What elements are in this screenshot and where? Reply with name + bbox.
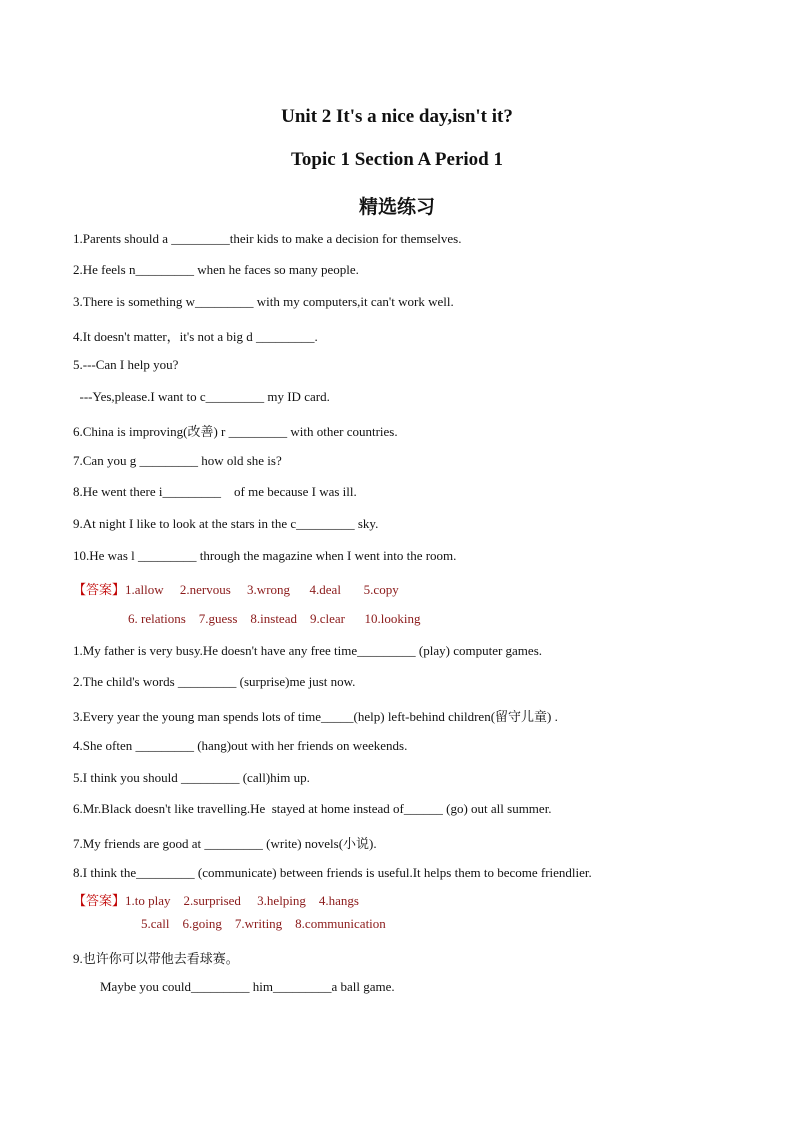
question-line: 6.China is improving(改善) r _________ with other countries.: [73, 424, 398, 439]
translation-prompt: 9.也许你可以带他去看球赛。: [73, 951, 239, 966]
answer-tag: 【答案】: [73, 893, 126, 908]
answer-key-1: [73, 579, 399, 598]
question-line: 1.Parents should a _________their kids to make a decision for themselves.: [73, 231, 462, 246]
answer-key-2: [73, 890, 359, 909]
answer-tag: 【答案】: [73, 582, 126, 597]
question-line: 4.It doesn't matter，it's not a big d _________.: [73, 329, 318, 344]
question-line: 1.My father is very busy.He doesn't have any free time_________ (play) computer games.: [73, 643, 543, 658]
topic-title: Topic 1 Section A Period 1: [290, 149, 503, 170]
question-line: 8.I think the_________ (communicate) between friends is useful.It helps them to become friendlier.: [73, 865, 592, 880]
question-line: 5.I think you should _________ (call)him up.: [73, 770, 310, 785]
question-line: 7.Can you g _________ how old she is?: [73, 453, 282, 468]
question-line: 2.He feels n_________ when he faces so many people.: [73, 262, 359, 277]
question-line: 2.The child's words _________ (surprise)me just now.: [73, 674, 356, 689]
answer-values: 1.to play 2.surprised 3.helping 4.hangs: [125, 893, 359, 908]
question-line: 9.At night I like to look at the stars in the c_________ sky.: [73, 516, 379, 531]
question-line: 8.He went there i_________ of me because I was ill.: [73, 484, 357, 499]
question-line: 5.---Can I help you?: [73, 357, 179, 372]
question-line: ---Yes,please.I want to c_________ my ID card.: [73, 389, 330, 404]
answer-values: 1.allow 2.nervous 3.wrong 4.deal 5.copy: [125, 582, 399, 597]
translation-sentence: Maybe you could_________ him_________a ball game.: [100, 979, 395, 994]
unit-title: Unit 2 It's a nice day,isn't it?: [281, 106, 513, 127]
question-line: 3.Every year the young man spends lots of time_____(help) left-behind children(留守儿童) .: [73, 709, 558, 724]
exercise-subtitle: 精选练习: [358, 197, 435, 218]
question-line: 10.He was l _________ through the magazine when I went into the room.: [73, 548, 457, 563]
question-line: 3.There is something w_________ with my computers,it can't work well.: [73, 294, 454, 309]
question-line: 7.My friends are good at _________ (write) novels(小说).: [73, 836, 377, 851]
answer-key-1-cont: 6. relations 7.guess 8.instead 9.clear 10.looking: [128, 611, 421, 626]
answer-key-2-cont: 5.call 6.going 7.writing 8.communication: [141, 916, 386, 931]
question-line: 6.Mr.Black doesn't like travelling.He stayed at home instead of______ (go) out all summer.: [73, 801, 552, 816]
question-line: 4.She often _________ (hang)out with her friends on weekends.: [73, 738, 408, 753]
